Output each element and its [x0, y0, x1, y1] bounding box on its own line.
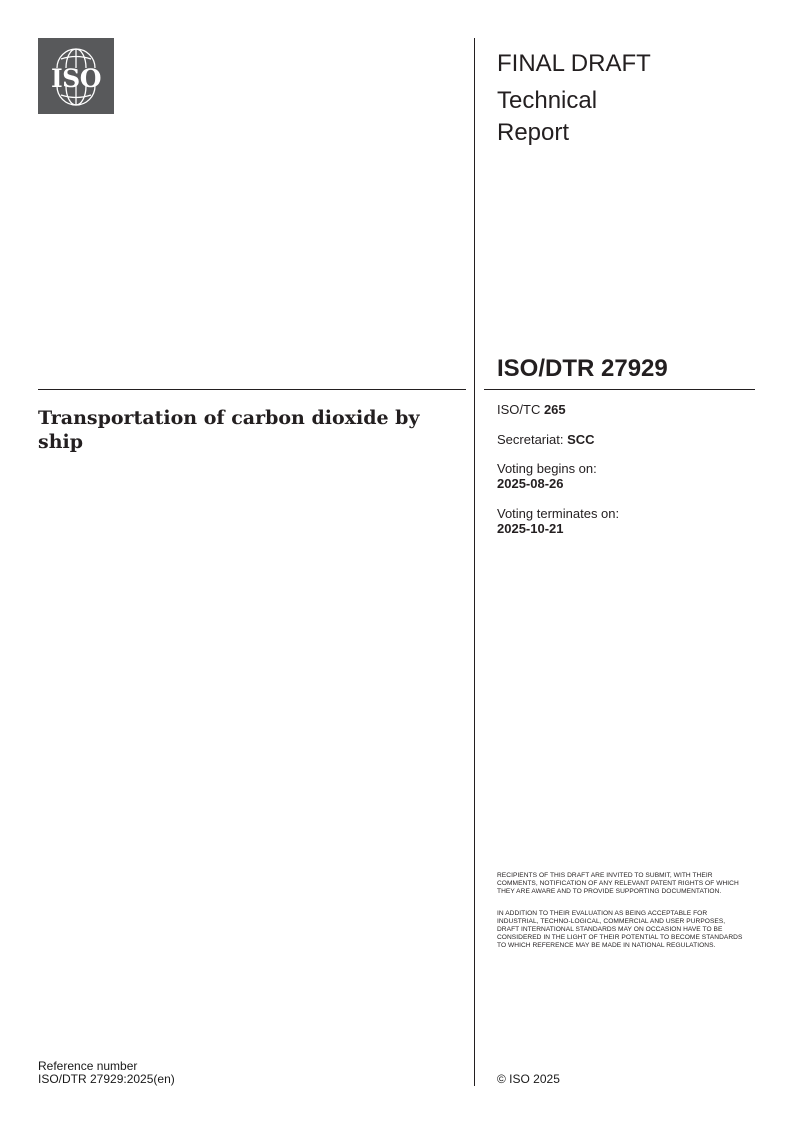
- iso-logo-text: ISO: [50, 64, 102, 93]
- technical-committee: [497, 402, 566, 417]
- secretariat-value: SCC: [567, 432, 595, 447]
- document-status: FINAL DRAFT: [497, 50, 651, 77]
- iso-logo: [38, 38, 114, 114]
- document-type-line-2: Report: [497, 119, 570, 146]
- tc-value: 265: [543, 402, 566, 417]
- document-type: [497, 85, 697, 149]
- iso-globe-logo-icon: [38, 38, 114, 114]
- vertical-divider: [474, 38, 475, 1086]
- document-number: ISO/DTR 27929: [497, 355, 668, 382]
- document-type-line-1: Technical: [497, 87, 598, 114]
- patent-notice: RECIPIENTS OF THIS DRAFT ARE INVITED TO SUBMIT, WITH THEIR COMMENTS, NOTIFICATION OF ANY RELEVANT PATENT RIGHTS OF WHICH THEY ARE AWARE AND TO PROVIDE SUPPORTING DOCUMENTATION.: [497, 872, 739, 896]
- reference-number: ISO/DTR 27929:2025(en): [38, 1072, 175, 1086]
- horizontal-rule-right: [484, 389, 755, 390]
- secretariat: [497, 432, 595, 447]
- reference-label: Reference number: [38, 1059, 138, 1073]
- document-title: Transportation of carbon dioxide by ship: [38, 407, 420, 453]
- copyright-notice: © ISO 2025: [497, 1072, 560, 1086]
- voting-terminates-date: 2025-10-21: [497, 521, 564, 536]
- horizontal-rule-left: [38, 389, 466, 390]
- tc-label: ISO/TC: [497, 402, 544, 417]
- evaluation-notice: IN ADDITION TO THEIR EVALUATION AS BEING ACCEPTABLE FOR INDUSTRIAL, TECHNO-LOGICAL, COMMERCIAL AND USER PURPOSES, DRAFT INTERNATIONAL STANDARDS MAY ON OCCASION HAVE TO BE CONSIDERED IN THE LIGHT OF THEIR POTENTIAL TO BECOME STANDARDS TO WHICH REFERENCE MAY BE MADE IN NATIONAL REGULATIONS.: [497, 910, 743, 950]
- voting-begins-date: 2025-08-26: [497, 476, 564, 491]
- voting-terminates-label: Voting terminates on:: [497, 506, 620, 521]
- secretariat-label: Secretariat:: [497, 432, 568, 447]
- voting-begins-label: Voting begins on:: [497, 461, 597, 476]
